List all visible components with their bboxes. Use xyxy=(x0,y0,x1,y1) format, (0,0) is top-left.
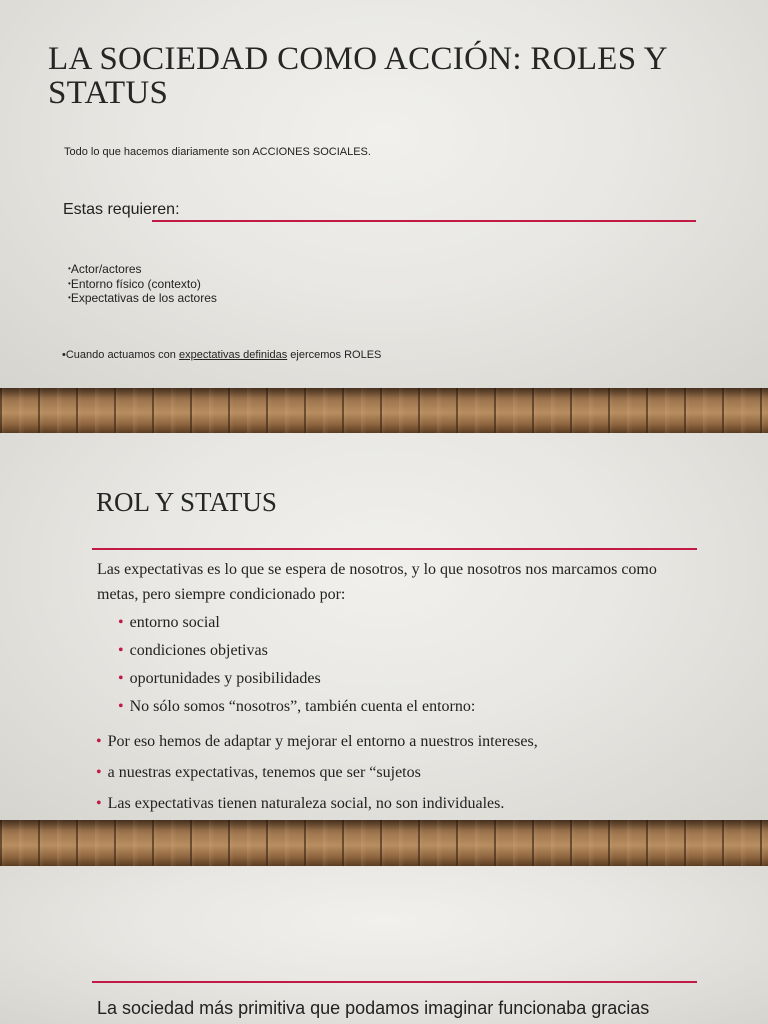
list-item: • condiciones objetivas xyxy=(118,642,268,659)
wood-floor-2 xyxy=(0,820,768,866)
list-item: • Por eso hemos de adaptar y mejorar el entorno a nuestros intereses, xyxy=(96,733,538,750)
roles-note-suffix: ejercemos ROLES xyxy=(287,349,382,361)
slide-2-divider xyxy=(92,548,697,550)
list-item: • oportunidades y posibilidades xyxy=(118,670,321,687)
list-item: •Expectativas de los actores xyxy=(68,291,217,305)
bullet-list xyxy=(96,726,538,819)
requirements-list xyxy=(68,262,217,306)
list-item: •Actor/actores xyxy=(68,262,142,276)
slide-2-title: ROL Y STATUS xyxy=(96,487,277,517)
wood-floor-1 xyxy=(0,388,768,433)
sub-bullet-list xyxy=(118,609,475,721)
list-item: • entorno social xyxy=(118,614,220,631)
slide-2-paragraph: Las expectativas es lo que se espera de nosotros, y lo que nosotros nos marcamos como metas, pero siempre condicionado por: xyxy=(97,561,657,603)
slide-1-intro: Todo lo que hacemos diariamente son ACCIONES SOCIALES. xyxy=(64,146,371,158)
expectativas-link[interactable]: expectativas definidas xyxy=(178,349,288,361)
slide-1-title: LA SOCIEDAD COMO ACCIÓN: ROLES Y STATUS xyxy=(48,41,667,111)
slide-3-divider xyxy=(92,981,697,983)
requires-label: Estas requieren: xyxy=(63,201,180,218)
list-item: • a nuestras expectativas, tenemos que ser “sujetos xyxy=(96,764,421,781)
slide-2 xyxy=(0,433,768,820)
list-item: • No sólo somos “nosotros”, también cuenta el entorno: xyxy=(118,698,476,715)
slide-1-divider xyxy=(152,220,696,222)
slide-3-text: La sociedad más primitiva que podamos imaginar funcionaba gracias xyxy=(97,998,650,1018)
list-item: •Entorno físico (contexto) xyxy=(68,276,201,291)
slide-3 xyxy=(0,866,768,1024)
list-item: • Las expectativas tienen naturaleza social, no son individuales. xyxy=(96,795,505,812)
roles-note xyxy=(62,349,381,361)
roles-note-prefix: •Cuando actuamos con xyxy=(62,349,179,361)
slide-1 xyxy=(0,0,768,388)
